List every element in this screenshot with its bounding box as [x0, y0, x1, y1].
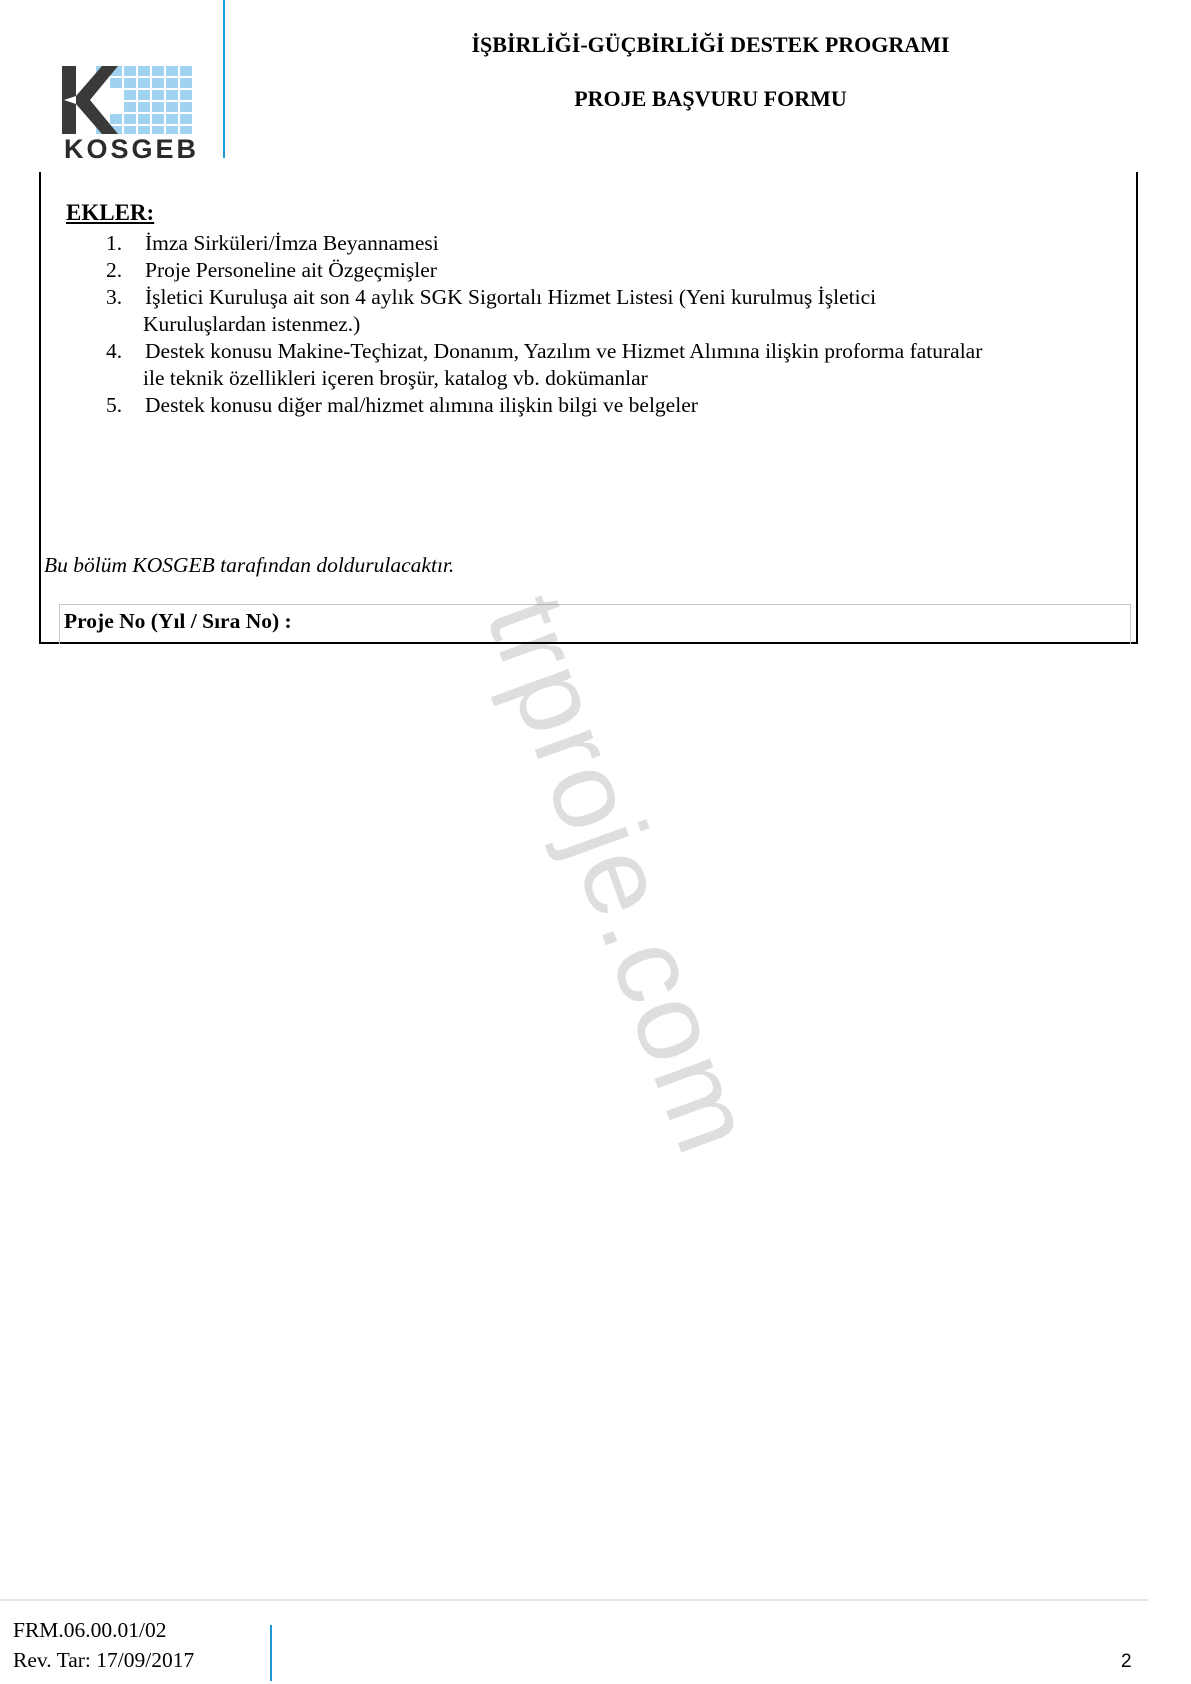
kosgeb-logo-mark [62, 66, 204, 162]
list-item-text: Proje Personeline ait Özgeçmişler [145, 258, 437, 282]
list-item-continuation: ile teknik özellikleri içeren broşür, katalog vb. dokümanlar [143, 366, 648, 390]
page-number: 2 [1121, 1651, 1132, 1672]
watermark: trproje.com [462, 579, 780, 1170]
footer-rule [0, 1599, 1148, 1601]
footer-divider [270, 1625, 272, 1681]
attachments-heading: EKLER: [66, 200, 155, 225]
list-item-number: 2. [106, 258, 123, 282]
logo-text: KOSGEB [64, 134, 200, 162]
list-item-text: İşletici Kuruluşa ait son 4 aylık SGK Sigortalı Hizmet Listesi (Yeni kurulmuş İşletici [145, 285, 877, 309]
list-item [0, 338, 1191, 392]
list-item [0, 284, 1191, 338]
list-item-continuation: Kuruluşlardan istenmez.) [143, 312, 361, 336]
list-item-number: 4. [106, 339, 123, 363]
kosgeb-logo [62, 66, 204, 162]
kosgeb-section-note: Bu bölüm KOSGEB tarafından doldurulacaktır. [44, 553, 455, 577]
list-item-number: 5. [106, 393, 123, 417]
list-item [0, 392, 1191, 419]
form-title: PROJE BAŞVURU FORMU [574, 86, 847, 111]
list-item-text: İmza Sirküleri/İmza Beyannamesi [145, 231, 439, 255]
list-item-number: 1. [106, 231, 123, 255]
project-no-label: Proje No (Yıl / Sıra No) : [64, 609, 292, 633]
list-item-text: Destek konusu Makine-Teçhizat, Donanım, Yazılım ve Hizmet Alımına ilişkin proforma faturalar [145, 339, 983, 363]
form-code: FRM.06.00.01/02 [13, 1618, 167, 1642]
list-item [0, 257, 1191, 284]
list-item-number: 3. [106, 285, 123, 309]
list-item [0, 230, 1191, 257]
list-item-text: Destek konusu diğer mal/hizmet alımına ilişkin bilgi ve belgeler [145, 393, 698, 417]
program-title: İŞBİRLİĞİ-GÜÇBİRLİĞİ DESTEK PROGRAMI [471, 32, 950, 57]
revision-date: Rev. Tar: 17/09/2017 [13, 1648, 195, 1672]
header-divider [223, 0, 225, 158]
